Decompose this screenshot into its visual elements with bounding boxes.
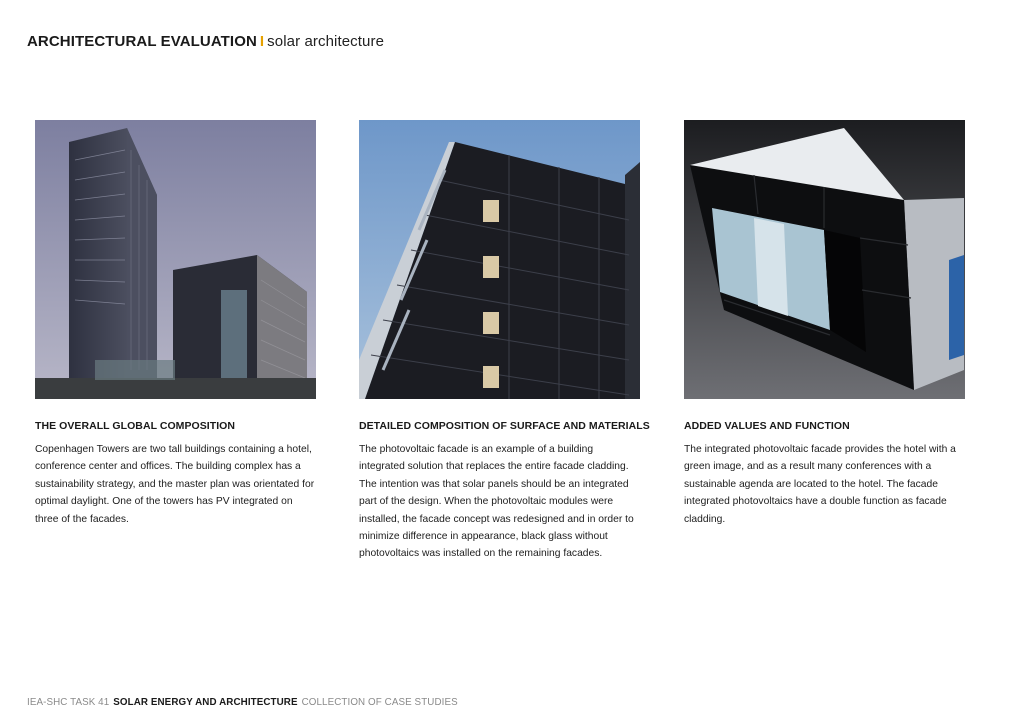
page-subtitle: solar architecture — [267, 33, 385, 50]
column-text: The photovoltaic facade is an example of a building integrated solution that replaces the entire facade cladding. The intention was that solar panels should be an integrated part of the design. When the photovoltaic modules were installed, the facade concept was redesigned and in order to minimize difference in appearance, black glass without photovoltaics was installed on the remaining facades. — [359, 444, 634, 560]
footer-collection: COLLECTION OF CASE STUDIES — [301, 697, 458, 708]
column-added-values — [684, 120, 966, 528]
footer-task: IEA-SHC TASK 41 — [27, 697, 110, 708]
column-text: Copenhagen Towers are two tall buildings containing a hotel, conference center and offices. The building complex has a sustainability strategy, and the master plan was orientated for optimal daylight. One of the towers has PV integrated on three of the facades. — [35, 444, 315, 525]
column-surface-materials — [359, 120, 650, 563]
facade-model-render — [684, 120, 965, 399]
column-text: The integrated photovoltaic facade provides the hotel with a green image, and as a result many conferences with a sustainable agenda are located to the hotel. The facade integrated photovoltaics have a double function as facade cladding. — [684, 444, 956, 525]
title-separator: I — [259, 33, 265, 50]
towers-photo — [35, 120, 316, 399]
column-title: DETAILED COMPOSITION OF SURFACE AND MATERIALS — [359, 420, 650, 432]
column-title: THE OVERALL GLOBAL COMPOSITION — [35, 420, 236, 432]
page-title: ARCHITECTURAL EVALUATION — [27, 33, 257, 50]
page-footer — [27, 697, 458, 708]
page-header — [27, 33, 384, 50]
column-global-composition — [35, 120, 317, 528]
footer-program: SOLAR ENERGY AND ARCHITECTURE — [113, 697, 298, 708]
column-title: ADDED VALUES AND FUNCTION — [684, 420, 850, 432]
pv-facade-photo — [359, 120, 640, 399]
